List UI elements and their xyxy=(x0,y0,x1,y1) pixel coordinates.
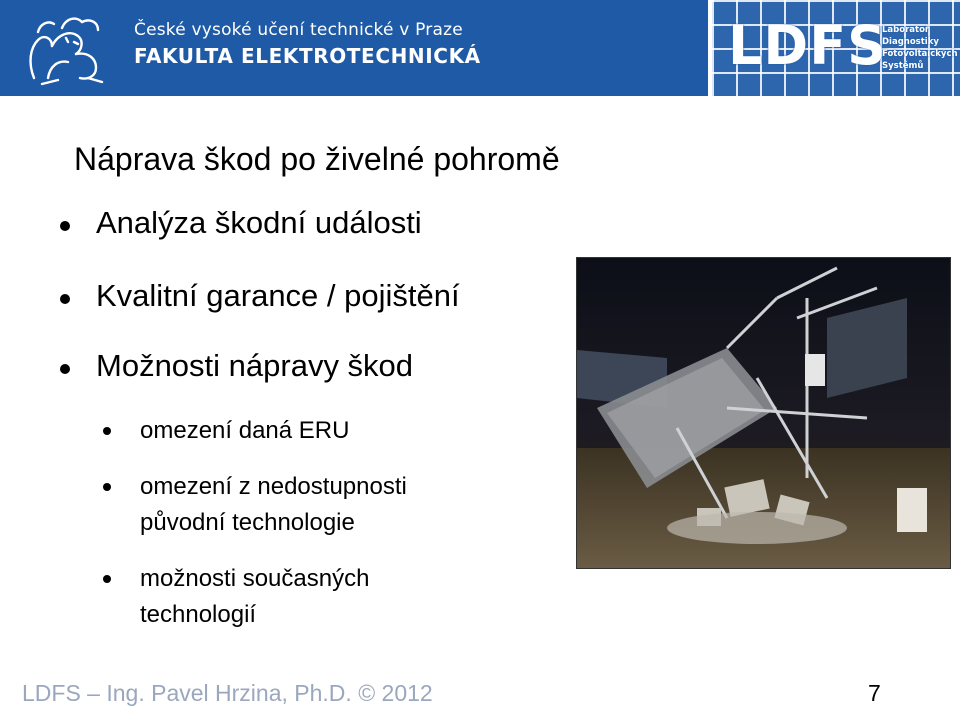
slide-footer: LDFS – Ing. Pavel Hrzina, Ph.D. © 2012 xyxy=(22,680,433,706)
sub-bullet-line: omezení z nedostupnosti xyxy=(140,473,407,500)
lab-name-line: Fotovoltaických xyxy=(882,49,958,59)
page-number: 7 xyxy=(868,680,881,706)
damaged-pv-photo xyxy=(576,257,951,569)
lab-name-line: Diagnostiky xyxy=(882,37,939,47)
bullet-item: Kvalitní garance / pojištění xyxy=(96,278,460,313)
bullet-item: Analýza škodní události xyxy=(96,205,422,240)
lab-logo: LDFS xyxy=(728,14,888,77)
faculty-name: FAKULTA ELEKTROTECHNICKÁ xyxy=(134,44,481,68)
lion-crest-icon xyxy=(18,8,118,88)
lab-name-line: Laboratoř xyxy=(882,25,930,35)
university-name: České vysoké učení technické v Praze xyxy=(134,20,463,40)
burned-solar-tracker-image xyxy=(577,258,950,568)
sub-bullet-line: možnosti současných xyxy=(140,565,370,592)
sub-bullet-item xyxy=(140,413,349,449)
bullet-item: Možnosti nápravy škod xyxy=(96,348,414,383)
sub-bullet-line: technologií xyxy=(140,601,257,628)
lab-logo-panel xyxy=(708,0,960,96)
sub-bullet-item xyxy=(140,469,407,541)
slide-header xyxy=(0,0,960,96)
sub-bullet-line: omezení daná ERU xyxy=(140,417,350,444)
lab-name-line: Systémů xyxy=(882,61,924,71)
sub-bullet-item xyxy=(140,561,369,633)
lab-name xyxy=(882,24,958,72)
sub-bullet-line: původní technologie xyxy=(140,509,355,536)
slide-title: Náprava škod po živelné pohromě xyxy=(74,141,560,177)
